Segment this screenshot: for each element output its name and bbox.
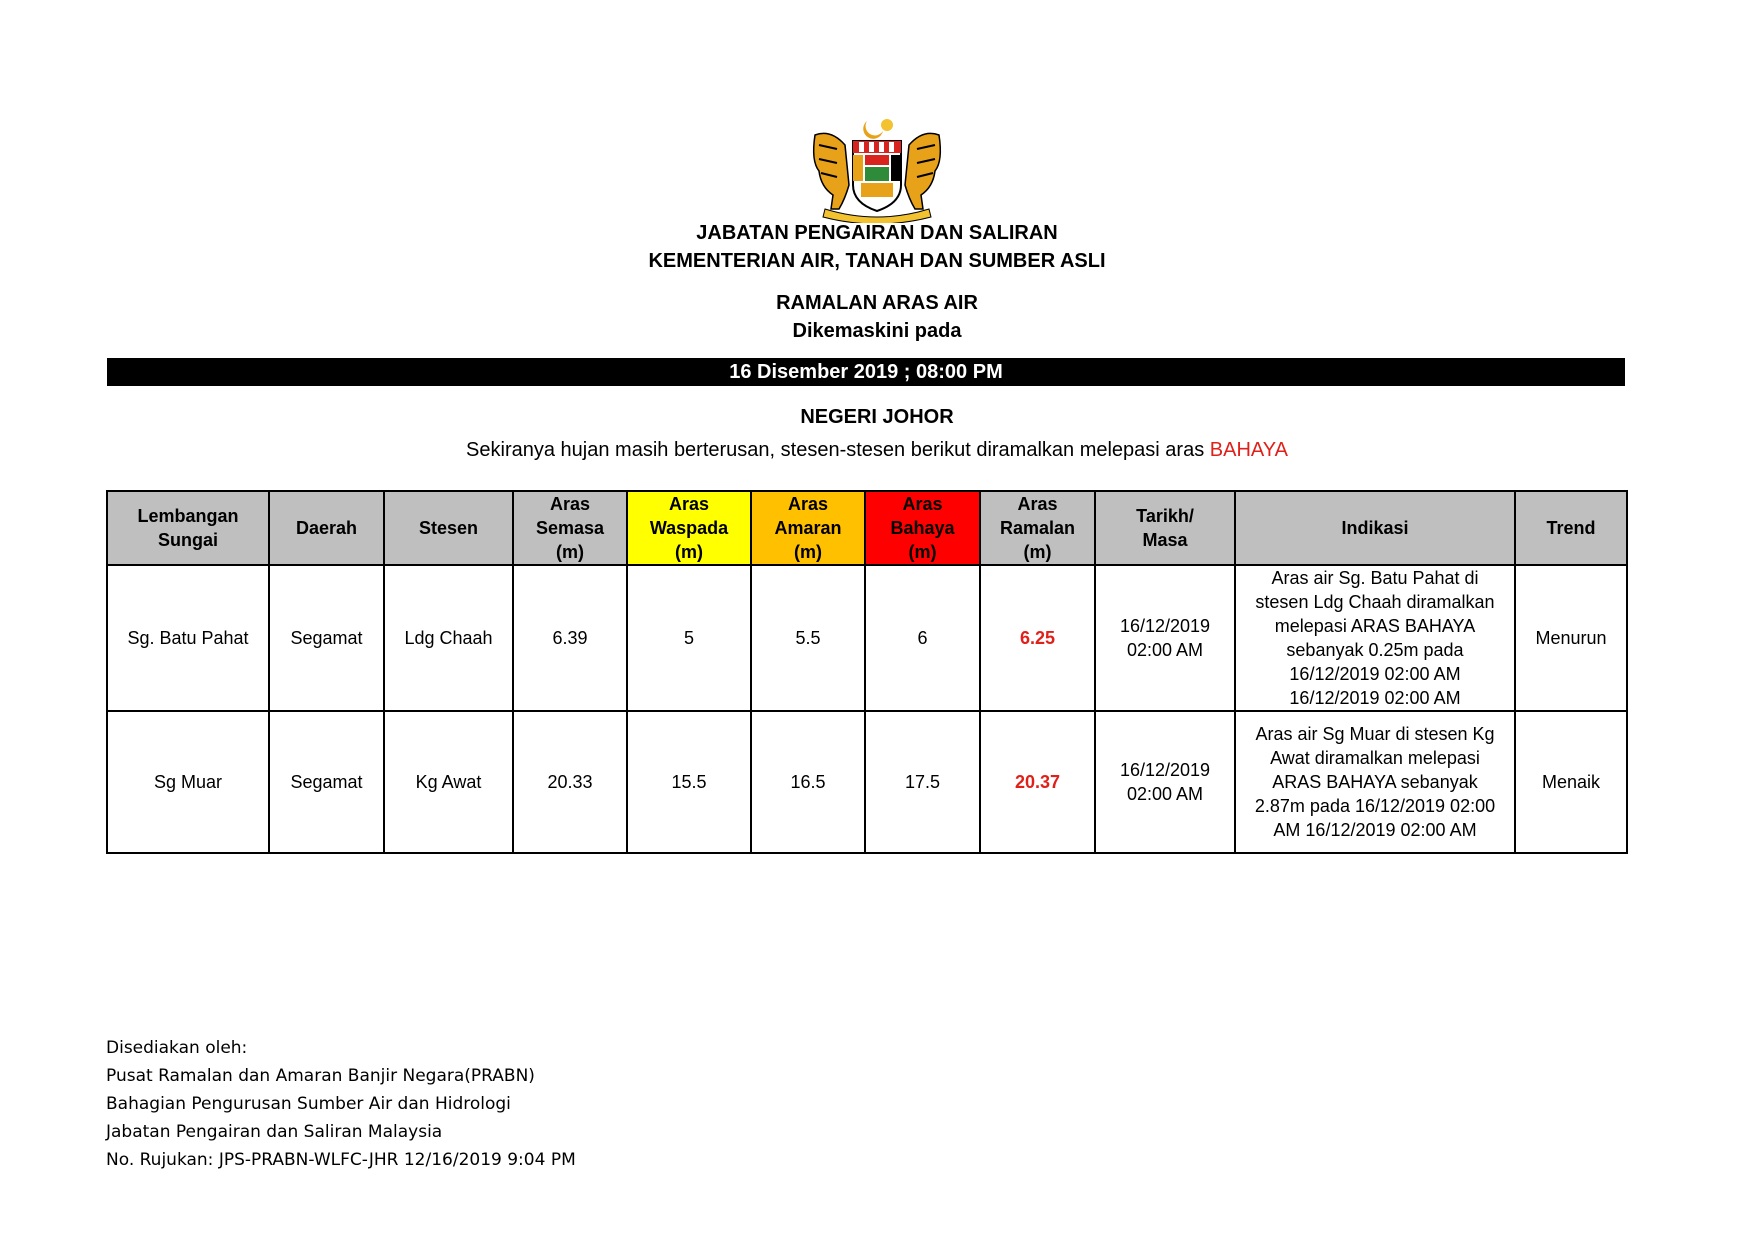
col-aras-amaran: Aras Amaran (m): [751, 491, 865, 565]
cell-aras-ramalan: 20.37: [980, 711, 1095, 853]
cell-aras-ramalan: 6.25: [980, 565, 1095, 711]
state-name: NEGERI JOHOR: [800, 406, 954, 428]
updated-label: Dikemaskini pada: [792, 320, 962, 342]
footer-line: Jabatan Pengairan dan Saliran Malaysia: [106, 1122, 443, 1142]
table-row: [107, 565, 1627, 711]
cell-lembangan: Sg. Batu Pahat: [107, 565, 269, 711]
footer-prepared-by: [106, 1034, 576, 1174]
cell-aras-waspada: 15.5: [627, 711, 751, 853]
cell-aras-bahaya: 6: [865, 565, 980, 711]
cell-stesen: Ldg Chaah: [384, 565, 513, 711]
col-indikasi: Indikasi: [1235, 491, 1515, 565]
footer-line: Pusat Ramalan dan Amaran Banjir Negara(PRABN): [106, 1066, 535, 1086]
col-aras-bahaya: Aras Bahaya (m): [865, 491, 980, 565]
forecast-note: [0, 439, 1754, 462]
col-tarikh-masa: Tarikh/ Masa: [1095, 491, 1235, 565]
col-trend: Trend: [1515, 491, 1627, 565]
forecast-table: [106, 490, 1628, 854]
header-department: JABATAN PENGAIRAN DAN SALIRAN: [696, 222, 1058, 244]
cell-aras-semasa: 20.33: [513, 711, 627, 853]
cell-daerah: Segamat: [269, 565, 384, 711]
cell-lembangan: Sg Muar: [107, 711, 269, 853]
col-stesen: Stesen: [384, 491, 513, 565]
cell-tarikh-masa: 16/12/2019 02:00 AM: [1095, 565, 1235, 711]
col-aras-semasa: Aras Semasa (m): [513, 491, 627, 565]
col-aras-ramalan: Aras Ramalan (m): [980, 491, 1095, 565]
cell-aras-waspada: 5: [627, 565, 751, 711]
cell-indikasi: Aras air Sg Muar di stesen Kg Awat diramalkan melepasi ARAS BAHAYA sebanyak 2.87m pada 16/12/2019 02:00 AM 16/12/2019 02:00 AM: [1235, 711, 1515, 853]
cell-trend: Menaik: [1515, 711, 1627, 853]
forecast-note-highlight: BAHAYA: [1209, 439, 1288, 461]
footer-reference: No. Rujukan: JPS-PRABN-WLFC-JHR 12/16/2019 9:04 PM: [106, 1150, 576, 1170]
cell-trend: Menurun: [1515, 565, 1627, 711]
update-datetime-bar: 16 Disember 2019 ; 08:00 PM: [107, 358, 1625, 386]
header-ministry: KEMENTERIAN AIR, TANAH DAN SUMBER ASLI: [648, 250, 1106, 272]
cell-stesen: Kg Awat: [384, 711, 513, 853]
cell-aras-amaran: 16.5: [751, 711, 865, 853]
coat-of-arms-icon: [805, 115, 949, 223]
table-header-row: [107, 491, 1627, 565]
report-title: RAMALAN ARAS AIR: [776, 292, 978, 314]
footer-line: Disediakan oleh:: [106, 1038, 248, 1058]
col-lembangan: Lembangan Sungai: [107, 491, 269, 565]
cell-aras-semasa: 6.39: [513, 565, 627, 711]
cell-aras-bahaya: 17.5: [865, 711, 980, 853]
cell-tarikh-masa: 16/12/2019 02:00 AM: [1095, 711, 1235, 853]
forecast-note-text: Sekiranya hujan masih berterusan, stesen-stesen berikut diramalkan melepasi aras: [466, 439, 1210, 461]
col-daerah: Daerah: [269, 491, 384, 565]
footer-line: Bahagian Pengurusan Sumber Air dan Hidrologi: [106, 1094, 511, 1114]
cell-daerah: Segamat: [269, 711, 384, 853]
cell-aras-amaran: 5.5: [751, 565, 865, 711]
table-row: [107, 711, 1627, 853]
cell-indikasi: Aras air Sg. Batu Pahat di stesen Ldg Chaah diramalkan melepasi ARAS BAHAYA sebanyak 0.25m pada 16/12/2019 02:00 AM 16/12/2019 02:00 AM: [1235, 565, 1515, 711]
col-aras-waspada: Aras Waspada (m): [627, 491, 751, 565]
